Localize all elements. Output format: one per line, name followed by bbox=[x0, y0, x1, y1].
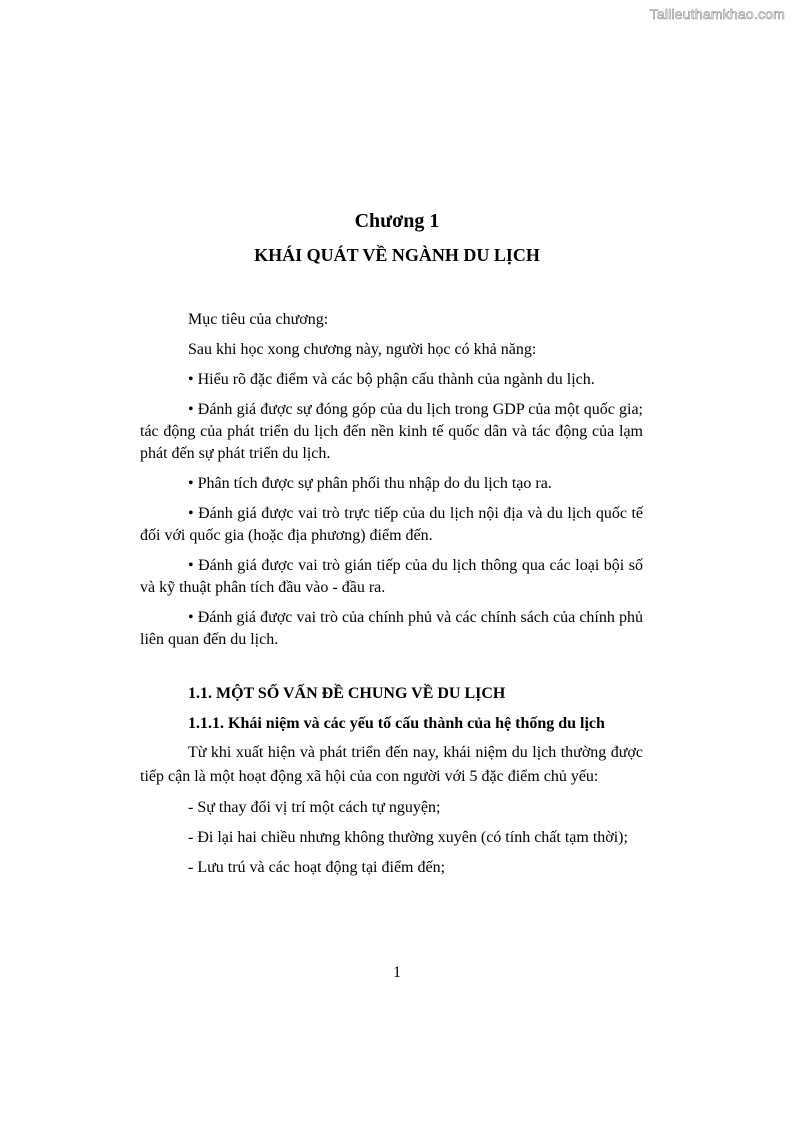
objective-item: • Đánh giá được vai trò trực tiếp của du lịch nội địa và du lịch quốc tế đối với quốc gia (hoặc địa phương) điểm đến. bbox=[140, 505, 643, 544]
body-paragraph: Từ khi xuất hiện và phát triển đến nay, khái niệm du lịch thường được tiếp cận là một hoạt động xã hội của con người với 5 đặc điểm chủ yếu: bbox=[140, 744, 643, 785]
objectives-heading: Mục tiêu của chương: bbox=[188, 311, 329, 328]
objective-item: • Đánh giá được vai trò của chính phủ và các chính sách của chính phủ liên quan đến du lịch. bbox=[140, 609, 643, 648]
objectives-intro: Sau khi học xong chương này, người học có khả năng: bbox=[188, 341, 537, 358]
list-item: - Lưu trú và các hoạt động tại điểm đến; bbox=[188, 859, 446, 876]
list-item: - Sự thay đổi vị trí một cách tự nguyện; bbox=[188, 799, 441, 816]
watermark-text: Tailieuthamkhao.com bbox=[649, 6, 785, 22]
subsection-heading: 1.1.1. Khái niệm và các yếu tố cấu thành của hệ thống du lịch bbox=[188, 715, 605, 732]
objective-item: • Đánh giá được sự đóng góp của du lịch trong GDP của một quốc gia; tác động của phát triển du lịch đến nền kinh tế quốc dân và tác động của lạm phát đến sự phát triển du lịch. bbox=[140, 401, 643, 462]
chapter-title: KHÁI QUÁT VỀ NGÀNH DU LỊCH bbox=[254, 245, 540, 265]
page-number: 1 bbox=[393, 964, 401, 981]
section-heading: 1.1. MỘT SỐ VẤN ĐỀ CHUNG VỀ DU LỊCH bbox=[188, 685, 506, 702]
page-content bbox=[140, 309, 643, 887]
list-item: - Đi lại hai chiều nhưng không thường xuyên (có tính chất tạm thời); bbox=[188, 829, 628, 846]
objective-item: • Hiểu rõ đặc điểm và các bộ phận cấu thành của ngành du lịch. bbox=[188, 371, 595, 388]
chapter-number: Chương 1 bbox=[354, 210, 440, 232]
objective-item: • Phân tích được sự phân phối thu nhập do du lịch tạo ra. bbox=[188, 475, 552, 492]
objective-item: • Đánh giá được vai trò gián tiếp của du lịch thông qua các loại bội số và kỹ thuật phân tích đầu vào - đầu ra. bbox=[140, 557, 643, 596]
